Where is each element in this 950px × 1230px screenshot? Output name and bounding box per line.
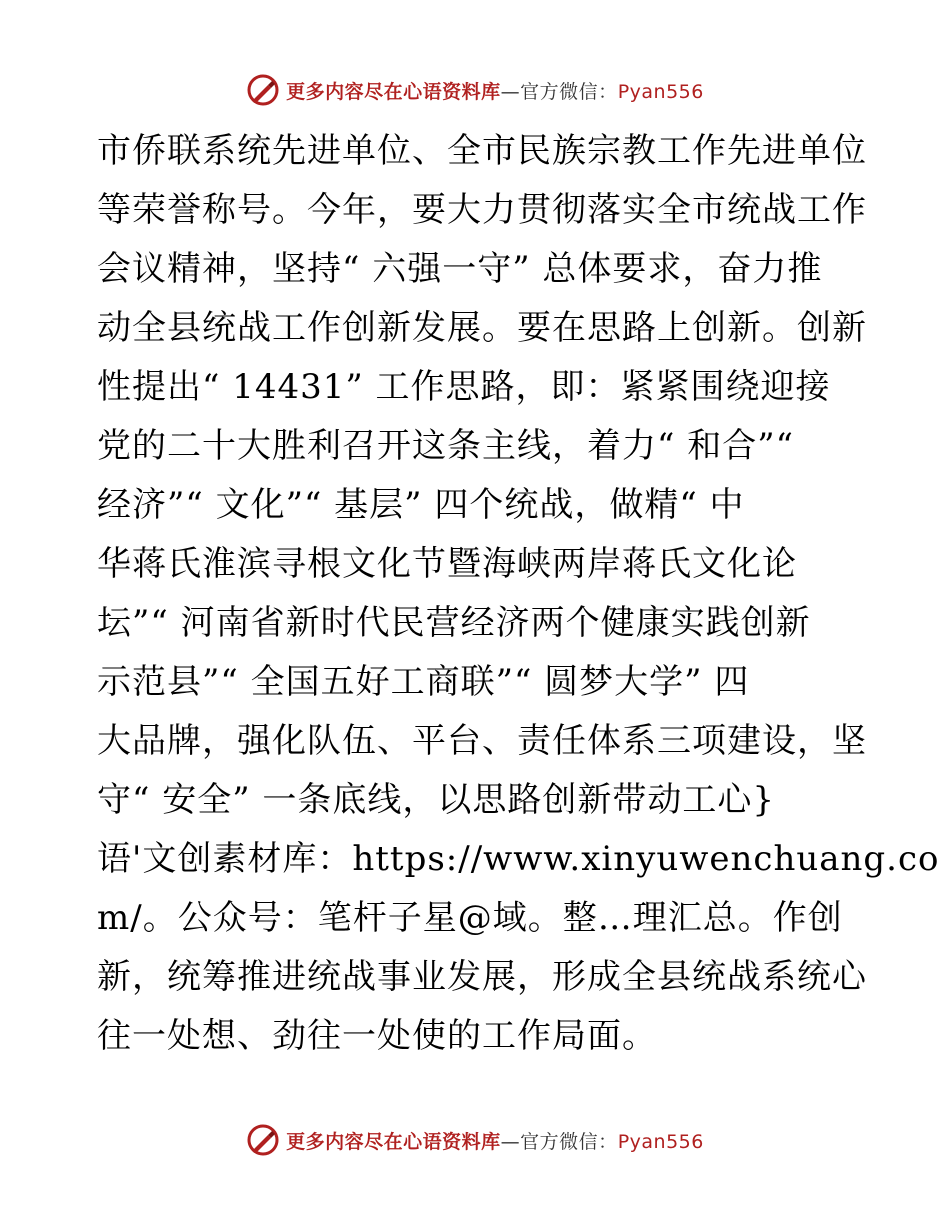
body-line: 经济”“ 文化”“ 基层” 四个统战，做精“ 中 bbox=[97, 485, 745, 525]
body-line: 华蒋氏淮滨寻根文化节暨海峡两岸蒋氏文化论 bbox=[97, 544, 797, 584]
body-line: 守“ 安全” 一条底线，以思路创新带动工心} bbox=[97, 780, 776, 820]
footer-banner bbox=[0, 1120, 950, 1160]
body-line: 新，统筹推进统战事业发展，形成全县统战系统心 bbox=[97, 957, 867, 997]
document-body bbox=[97, 122, 940, 1066]
body-line: 语'文创素材库：https://www.xinyuwenchuang.co bbox=[97, 839, 940, 879]
pen-logo-icon bbox=[246, 73, 280, 107]
body-line: 市侨联系统先进单位、全市民族宗教工作先进单位 bbox=[97, 131, 867, 171]
body-line: 往一处想、劲往一处使的工作局面。 bbox=[97, 1016, 657, 1056]
body-line: 示范县”“ 全国五好工商联”“ 圆梦大学” 四 bbox=[97, 662, 750, 702]
banner-main-text: 更多内容尽在心语资料库 bbox=[286, 1130, 501, 1153]
banner-main-text: 更多内容尽在心语资料库 bbox=[286, 80, 501, 103]
banner-separator: — bbox=[500, 80, 521, 103]
banner-label: 官方微信： bbox=[520, 80, 618, 103]
banner-label: 官方微信： bbox=[520, 1130, 618, 1153]
body-line: 等荣誉称号。今年，要大力贯彻落实全市统战工作 bbox=[97, 190, 867, 230]
banner-separator: — bbox=[500, 1130, 521, 1153]
body-line: 党的二十大胜利召开这条主线，着力“ 和合”“ bbox=[97, 426, 794, 466]
banner-text bbox=[286, 1127, 704, 1154]
header-banner bbox=[0, 70, 950, 110]
banner-wechat-id: Pyan556 bbox=[617, 80, 704, 103]
body-line: 性提出“ 14431” 工作思路，即：紧紧围绕迎接 bbox=[97, 367, 831, 407]
body-line: 大品牌，强化队伍、平台、责任体系三项建设，坚 bbox=[97, 721, 867, 761]
body-line: 会议精神，坚持“ 六强一守” 总体要求，奋力推 bbox=[97, 249, 823, 289]
banner-wechat-id: Pyan556 bbox=[617, 1130, 704, 1153]
body-line: 动全县统战工作创新发展。要在思路上创新。创新 bbox=[97, 308, 867, 348]
body-line: 坛”“ 河南省新时代民营经济两个健康实践创新 bbox=[97, 603, 811, 643]
banner-text bbox=[286, 77, 704, 104]
pen-logo-icon bbox=[246, 1123, 280, 1157]
body-line: m/。公众号：笔杆子星@域。整…理汇总。作创 bbox=[97, 898, 843, 938]
